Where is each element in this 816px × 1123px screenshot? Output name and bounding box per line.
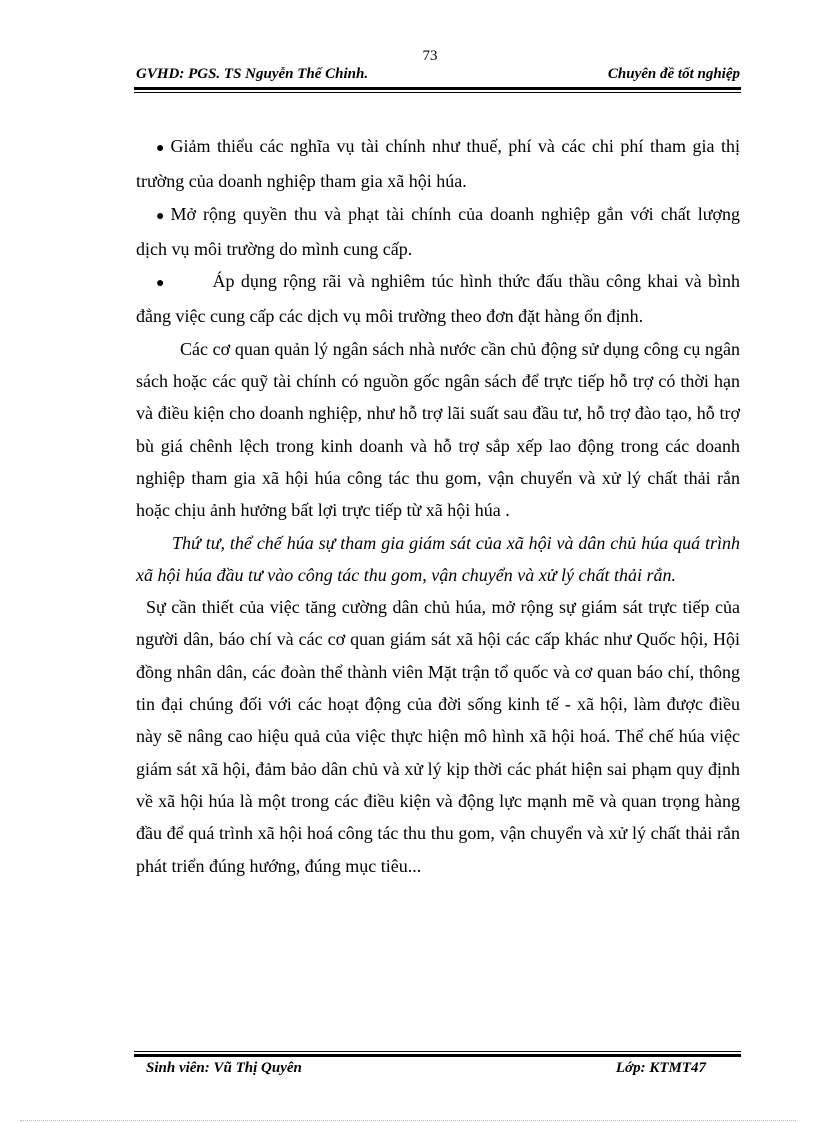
bullet-icon: ● <box>156 276 165 292</box>
bullet-item <box>136 265 740 333</box>
bullet-text: Giảm thiểu các nghĩa vụ tài chính như thuế, phí và các chi phí tham gia thị trường của doanh nghiệp tham gia xã hội húa. <box>136 136 740 192</box>
header-rule-thick <box>134 87 741 90</box>
header-doc-type: Chuyên đề tốt nghiệp <box>607 66 740 82</box>
bullet-text: Mở rộng quyền thu và phạt tài chính của doanh nghiệp gắn với chất lượng dịch vụ môi trường do mình cung cấp. <box>136 203 740 259</box>
page-bottom-border <box>20 1120 796 1121</box>
header-rule-thin <box>134 92 741 93</box>
footer-student: Sinh viên: Vũ Thị Quyên <box>146 1060 302 1076</box>
footer-rule-thick <box>134 1054 741 1057</box>
header-supervisor: GVHD: PGS. TS Nguyễn Thế Chinh. <box>136 66 369 82</box>
paragraph-democratization: Sự cần thiết của việc tăng cường dân chủ húa, mở rộng sự giám sát trực tiếp của người dân, báo chí và các cơ quan giám sát xã hội các cấp khác như Quốc hội, Hội đồng nhân dân, các đoàn thể thành viên Mặt trận tổ quốc và cơ quan báo chí, thông tin đại chúng đối với các hoạt động của đời sống kinh tế - xã hội, làm được điều này sẽ nâng cao hiệu quả của việc thực hiện mô hình xã hội hoá. Thể chế húa việc giám sát xã hội, đảm bảo dân chủ và xử lý kịp thời các phát hiện sai phạm quy định về xã hội húa là một trong các điều kiện và động lực mạnh mẽ và quan trọng hàng đầu để quá trình xã hội hoá công tác thu thu gom, vận chuyển và xử lý chất thải rắn phát triển đúng hướng, đúng mục tiêu... <box>136 597 740 876</box>
footer-rule-thin <box>134 1051 741 1052</box>
section-heading-fourth: Thứ tư, thể chế húa sự tham gia giám sát của xã hội và dân chủ húa quá trình xã hội húa đầu tư vào công tác thu gom, vận chuyển và xử lý chất thải rắn. <box>136 532 740 585</box>
footer-class: Lớp: KTMT47 <box>615 1060 706 1076</box>
bullet-item <box>136 130 740 198</box>
page-number: 73 <box>422 48 438 64</box>
bullet-icon: ● <box>156 208 165 224</box>
bullet-item <box>136 198 740 266</box>
paragraph-budget-support: Các cơ quan quản lý ngân sách nhà nước cần chủ động sử dụng công cụ ngân sách hoặc các quỹ tài chính có nguồn gốc ngân sách để trực tiếp hỗ trợ có thời hạn và điều kiện cho doanh nghiệp, như hỗ trợ lãi suất sau đầu tư, hỗ trợ đào tạo, hỗ trợ bù giá chênh lệch trong kinh doanh và hỗ trợ sắp xếp lao động trong các doanh nghiệp tham gia xã hội húa công tác thu gom, vận chuyển và xử lý chất thải rắn hoặc chịu ảnh hưởng bất lợi trực tiếp từ xã hội húa . <box>136 338 740 521</box>
document-body <box>136 130 740 882</box>
bullet-text: Áp dụng rộng rãi và nghiêm túc hình thức đấu thầu công khai và bình đẳng việc cung cấp các dịch vụ môi trường theo đơn đặt hàng ổn định. <box>136 271 740 327</box>
bullet-icon: ● <box>156 141 165 156</box>
